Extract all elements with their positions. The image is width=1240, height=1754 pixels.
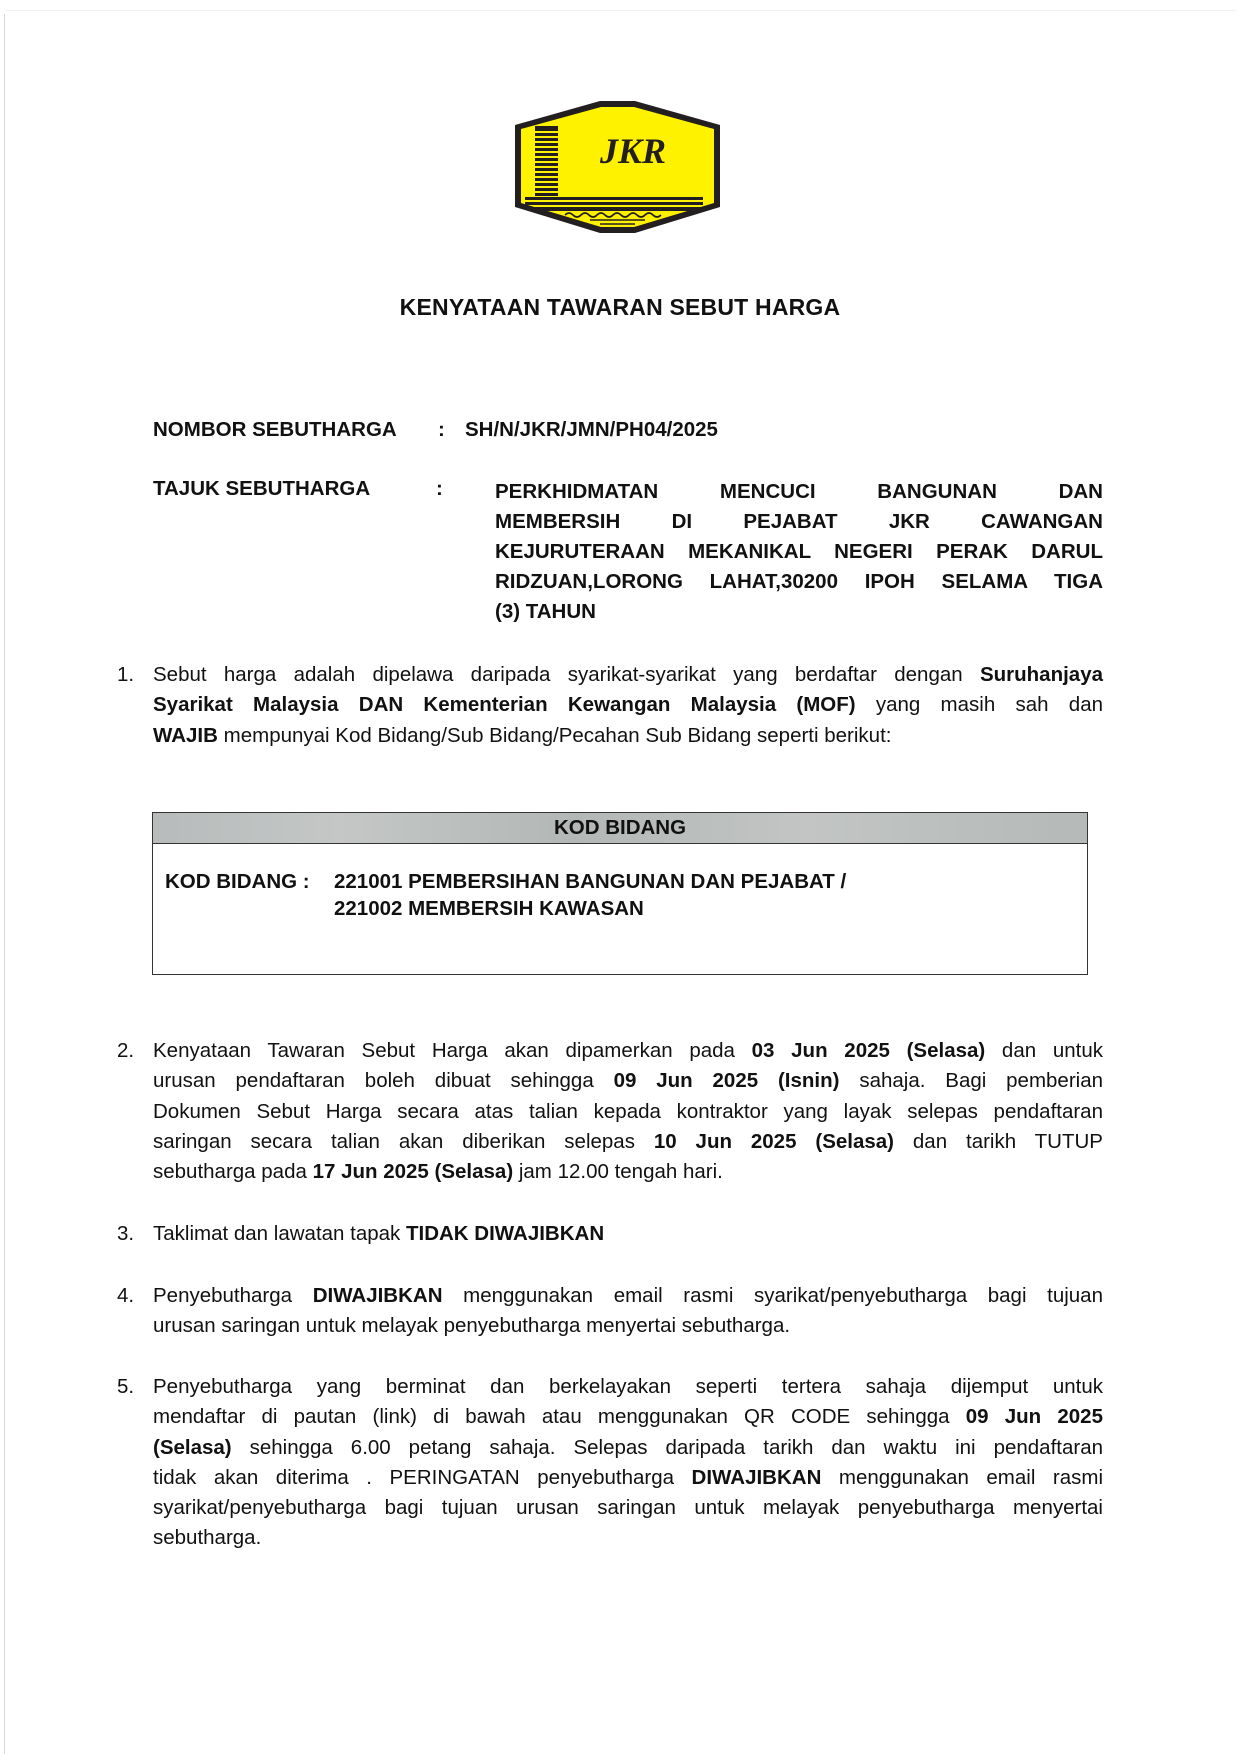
text: dan tarikh TUTUP xyxy=(894,1129,1103,1153)
tajuk-value xyxy=(495,477,1103,627)
bold-text: WAJIB xyxy=(153,723,218,747)
kod-bidang-header: KOD BIDANG xyxy=(153,813,1087,844)
kod-bidang-code: 221001 PEMBERSIHAN BANGUNAN DAN PEJABAT / xyxy=(334,870,847,893)
item-body xyxy=(153,1036,1103,1187)
item-line xyxy=(153,1036,1103,1066)
text: menggunakan email rasmi syarikat/penyebutharga bagi tujuan xyxy=(442,1284,1103,1307)
item-line xyxy=(153,1402,1103,1432)
list-item-4 xyxy=(117,1281,1103,1342)
item-body xyxy=(153,1281,1103,1342)
bold-text: 10 Jun 2025 (Selasa) xyxy=(653,1129,895,1153)
text: syarikat/penyebutharga bagi tujuan urusan saringan untuk melayak penyebutharga menyertai xyxy=(153,1496,1103,1520)
item-line xyxy=(153,721,1103,751)
tajuk-line: PERKHIDMATAN MENCUCI BANGUNAN DAN xyxy=(495,480,1103,503)
list-item-1 xyxy=(117,660,1103,751)
platform-icon xyxy=(525,197,703,211)
kod-bidang-content xyxy=(165,868,846,922)
text: jam 12.00 tengah hari. xyxy=(513,1160,723,1184)
text: dan untuk xyxy=(985,1039,1103,1062)
bold-text: (Selasa) xyxy=(153,1435,232,1459)
bold-text: TIDAK DIWAJIBKAN xyxy=(405,1222,605,1245)
bold-text: 03 Jun 2025 (Selasa) xyxy=(751,1039,986,1062)
item-line xyxy=(153,1157,1103,1187)
tajuk-line: KEJURUTERAAN MEKANIKAL NEGERI PERAK DARUL xyxy=(495,540,1103,563)
item-body xyxy=(153,1372,1103,1554)
item-line xyxy=(153,1066,1103,1096)
kod-bidang-code: 221002 MEMBERSIH KAWASAN xyxy=(334,897,644,920)
kod-bidang-line xyxy=(165,868,846,895)
page-left-edge xyxy=(4,14,5,1754)
bold-text: 17 Jun 2025 (Selasa) xyxy=(312,1160,514,1184)
text: sebutharga pada xyxy=(153,1160,313,1184)
item-number: 3. xyxy=(117,1222,135,1245)
bold-text: DIWAJIBKAN xyxy=(691,1465,822,1489)
kod-bidang-label: KOD BIDANG : xyxy=(165,870,310,893)
text: mempunyai Kod Bidang/Sub Bidang/Pecahan Sub Bidang seperti berikut: xyxy=(217,723,892,747)
item-number: 5. xyxy=(117,1375,135,1398)
bold-text: 09 Jun 2025 xyxy=(965,1405,1103,1429)
text: Penyebutharga yang berminat dan berkelayakan seperti tertera sahaja dijemput untuk xyxy=(153,1375,1103,1398)
bold-text: DIWAJIBKAN xyxy=(312,1284,443,1307)
text: yang masih sah dan xyxy=(855,693,1103,717)
kod-bidang-line xyxy=(165,895,846,922)
page-top-edge xyxy=(6,10,1236,11)
jkr-logo-icon xyxy=(505,97,730,237)
text: Kenyataan Tawaran Sebut Harga akan dipamerkan pada xyxy=(153,1039,752,1062)
text: Penyebutharga xyxy=(153,1284,313,1307)
bold-text: Suruhanjaya xyxy=(979,663,1103,686)
document-title: KENYATAAN TAWARAN SEBUT HARGA xyxy=(399,294,841,320)
nombor-value: SH/N/JKR/JMN/PH04/2025 xyxy=(465,418,718,441)
item-line xyxy=(153,1433,1103,1463)
text: sahaja. Bagi pemberian xyxy=(839,1069,1104,1093)
text: mendaftar di pautan (link) di bawah atau menggunakan QR CODE sehingga xyxy=(153,1405,966,1429)
list-item-5 xyxy=(117,1372,1103,1554)
item-body xyxy=(153,660,1103,751)
text: menggunakan email rasmi xyxy=(821,1465,1104,1489)
text: sehingga 6.00 petang sahaja. Selepas daripada tarikh dan waktu ini pendaftaran xyxy=(231,1435,1103,1459)
item-line xyxy=(153,1219,1103,1249)
item-line xyxy=(153,1463,1103,1493)
tajuk-separator: : xyxy=(436,477,443,500)
item-line xyxy=(153,660,1103,690)
item-line xyxy=(153,1493,1103,1523)
item-line xyxy=(153,1311,1103,1341)
item-line xyxy=(153,1523,1103,1553)
item-line xyxy=(153,690,1103,720)
text: saringan secara talian akan diberikan selepas xyxy=(153,1129,654,1153)
text: Dokumen Sebut Harga secara atas talian kepada kontraktor yang layak selepas pendaftaran xyxy=(153,1099,1103,1123)
tajuk-line: (3) TAHUN xyxy=(495,600,596,623)
text: urusan saringan untuk melayak penyebutharga menyertai sebutharga. xyxy=(153,1314,791,1338)
item-number: 2. xyxy=(117,1039,135,1062)
item-line xyxy=(153,1281,1103,1311)
text: sebutharga. xyxy=(153,1526,262,1550)
tajuk-line: MEMBERSIH DI PEJABAT JKR CAWANGAN xyxy=(495,510,1103,533)
text: Sebut harga adalah dipelawa daripada syarikat-syarikat yang berdaftar dengan xyxy=(153,663,980,686)
nombor-label: NOMBOR SEBUTHARGA xyxy=(153,418,397,441)
nombor-separator: : xyxy=(438,418,445,441)
item-line xyxy=(153,1127,1103,1157)
logo-text: JKR xyxy=(599,131,667,171)
bold-text: 09 Jun 2025 (Isnin) xyxy=(613,1069,840,1093)
kod-bidang-table xyxy=(152,812,1088,975)
list-item-3 xyxy=(117,1219,1103,1249)
text: urusan pendaftaran boleh dibuat sehingga xyxy=(153,1069,614,1093)
list-item-2 xyxy=(117,1036,1103,1187)
item-line xyxy=(153,1372,1103,1402)
item-body xyxy=(153,1219,1103,1249)
item-line xyxy=(153,1097,1103,1127)
jkr-logo-svg xyxy=(505,97,730,237)
tajuk-line: RIDZUAN,LORONG LAHAT,30200 IPOH SELAMA TIGA xyxy=(495,570,1103,593)
text: Taklimat dan lawatan tapak xyxy=(153,1222,406,1245)
item-number: 1. xyxy=(117,663,135,686)
bold-text: Syarikat Malaysia DAN Kementerian Kewangan Malaysia (MOF) xyxy=(153,693,856,717)
tajuk-label: TAJUK SEBUTHARGA xyxy=(153,477,371,500)
text: tidak akan diterima . PERINGATAN penyebutharga xyxy=(153,1465,692,1489)
item-number: 4. xyxy=(117,1284,135,1307)
